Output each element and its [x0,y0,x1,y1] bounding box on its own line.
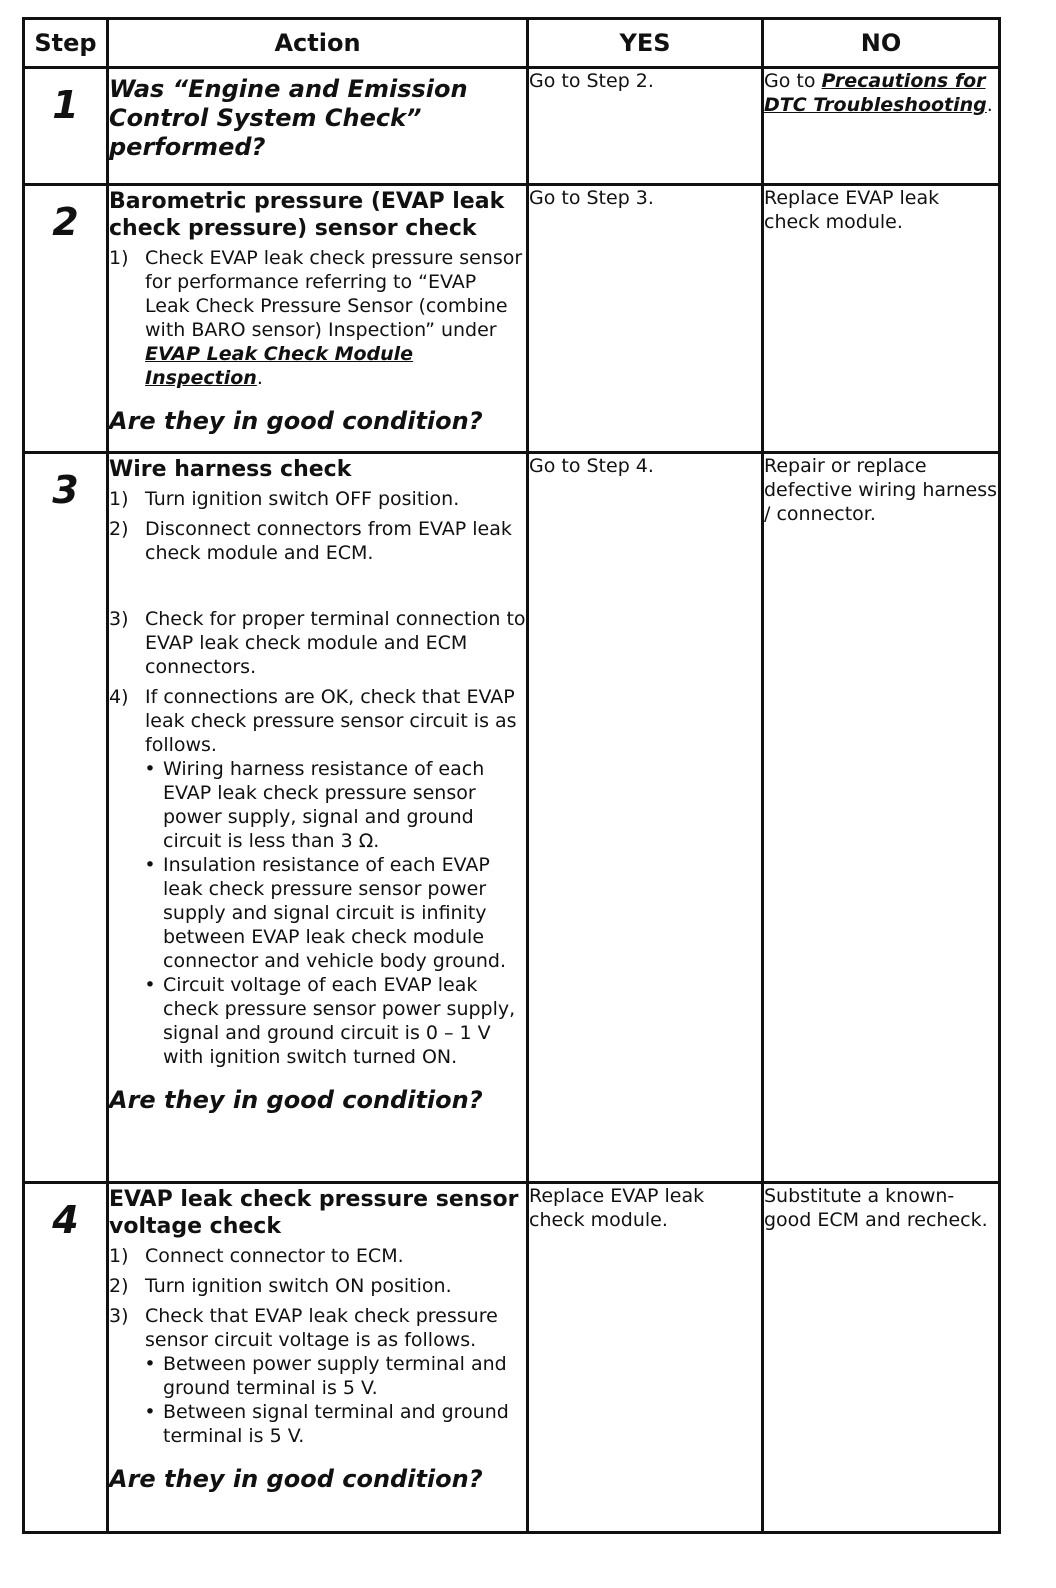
item-text: Disconnect connectors from EVAP leak check module and ECM. [145,518,512,564]
header-step: Step [24,19,108,68]
header-yes: YES [528,19,763,68]
item-suffix: . [256,367,263,389]
bullet-item: • Between signal terminal and ground terminal is 5 V. [135,1400,526,1448]
step-cell [24,185,108,453]
table-row [24,453,1000,1183]
item-text: Turn ignition switch OFF position. [145,488,460,510]
item-number: 1) [109,1245,129,1267]
bullet-text: Between power supply terminal and ground terminal is 5 V. [163,1353,507,1399]
step-number: 3 [52,468,79,512]
condition-question: Are they in good condition? [109,1086,483,1114]
bullet-list [135,1352,526,1448]
header-no: NO [763,19,1000,68]
header-action: Action [108,19,528,68]
list-item [109,246,526,390]
step-cell [24,68,108,185]
item-number: 4) [109,686,129,708]
item-number: 1) [109,247,129,269]
item-text: Check for proper terminal connection to EVAP leak check module and ECM connectors. [145,608,526,678]
step-cell [24,1183,108,1533]
bullet-text: Between signal terminal and ground terminal is 5 V. [163,1401,509,1447]
no-text: Go to [764,70,822,92]
item-text: If connections are OK, check that EVAP leak check pressure sensor circuit is as follows. [145,686,517,756]
item-text: Turn ignition switch ON position. [145,1275,452,1297]
item-number: 1) [109,488,129,510]
bullet-item: • Insulation resistance of each EVAP leak check pressure sensor power supply and signal circuit is infinity between EVAP leak check module connector and vehicle body ground. [135,853,526,973]
step-question: Was “Engine and Emission Control System Check” performed? [109,75,468,161]
yes-cell: Replace EVAP leak check module. [528,1183,763,1533]
list-item [109,487,526,511]
yes-cell: Go to Step 2. [528,68,763,185]
condition-question: Are they in good condition? [109,1465,483,1493]
bullet-item: • Between power supply terminal and ground terminal is 5 V. [135,1352,526,1400]
yes-cell: Go to Step 4. [528,453,763,1183]
action-cell [108,453,528,1183]
list-item [109,1244,526,1268]
yes-cell: Go to Step 3. [528,185,763,453]
no-suffix: . [986,94,993,116]
action-title: Wire harness check [109,457,352,482]
no-cell [763,68,1000,185]
evap-inspection-link[interactable]: EVAP Leak Check Module Inspection [145,343,414,389]
action-cell [108,68,528,185]
troubleshooting-table [22,17,1001,1534]
table-row [24,185,1000,453]
precautions-link[interactable]: Precautions for DTC Troubleshooting [764,70,987,116]
item-number: 2) [109,518,129,540]
step-number: 2 [52,200,79,244]
table-row [24,68,1000,185]
table-row [24,1183,1000,1533]
no-cell: Substitute a known-good ECM and recheck. [763,1183,1000,1533]
bullet-text: Circuit voltage of each EVAP leak check pressure sensor power supply, signal and ground circuit is 0 – 1 V with ignition switch turned ON. [163,974,516,1068]
item-number: 3) [109,1305,129,1327]
list-item [109,1304,526,1352]
bullet-list [135,757,526,1069]
step-number: 4 [52,1198,79,1242]
bullet-text: Insulation resistance of each EVAP leak check pressure sensor power supply and signal circuit is infinity between EVAP leak check module connector and vehicle body ground. [163,854,507,972]
action-title: Barometric pressure (EVAP leak check pressure) sensor check [109,189,505,241]
table-header-row [24,19,1000,68]
list-item [109,517,526,565]
action-cell [108,1183,528,1533]
bullet-item: • Wiring harness resistance of each EVAP leak check pressure sensor power supply, signal and ground circuit is less than 3 Ω. [135,757,526,853]
bullet-text: Wiring harness resistance of each EVAP leak check pressure sensor power supply, signal and ground circuit is less than 3 Ω. [163,758,485,852]
list-item [109,607,526,679]
item-text: Check EVAP leak check pressure sensor for performance referring to “EVAP Leak Check Pressure Sensor (combine with BARO sensor) Inspection” under [145,247,523,341]
condition-question: Are they in good condition? [109,407,483,435]
item-text: Check that EVAP leak check pressure sensor circuit voltage is as follows. [145,1305,498,1351]
step-cell [24,453,108,1183]
list-item [109,685,526,757]
step-number: 1 [52,83,79,127]
item-number: 2) [109,1275,129,1297]
no-cell: Replace EVAP leak check module. [763,185,1000,453]
bullet-item: • Circuit voltage of each EVAP leak check pressure sensor power supply, signal and ground circuit is 0 – 1 V with ignition switch turned ON. [135,973,526,1069]
action-title: EVAP leak check pressure sensor voltage check [109,1187,519,1239]
no-cell: Repair or replace defective wiring harness / connector. [763,453,1000,1183]
action-cell [108,185,528,453]
item-number: 3) [109,608,129,630]
item-text: Connect connector to ECM. [145,1245,404,1267]
list-item [109,1274,526,1298]
